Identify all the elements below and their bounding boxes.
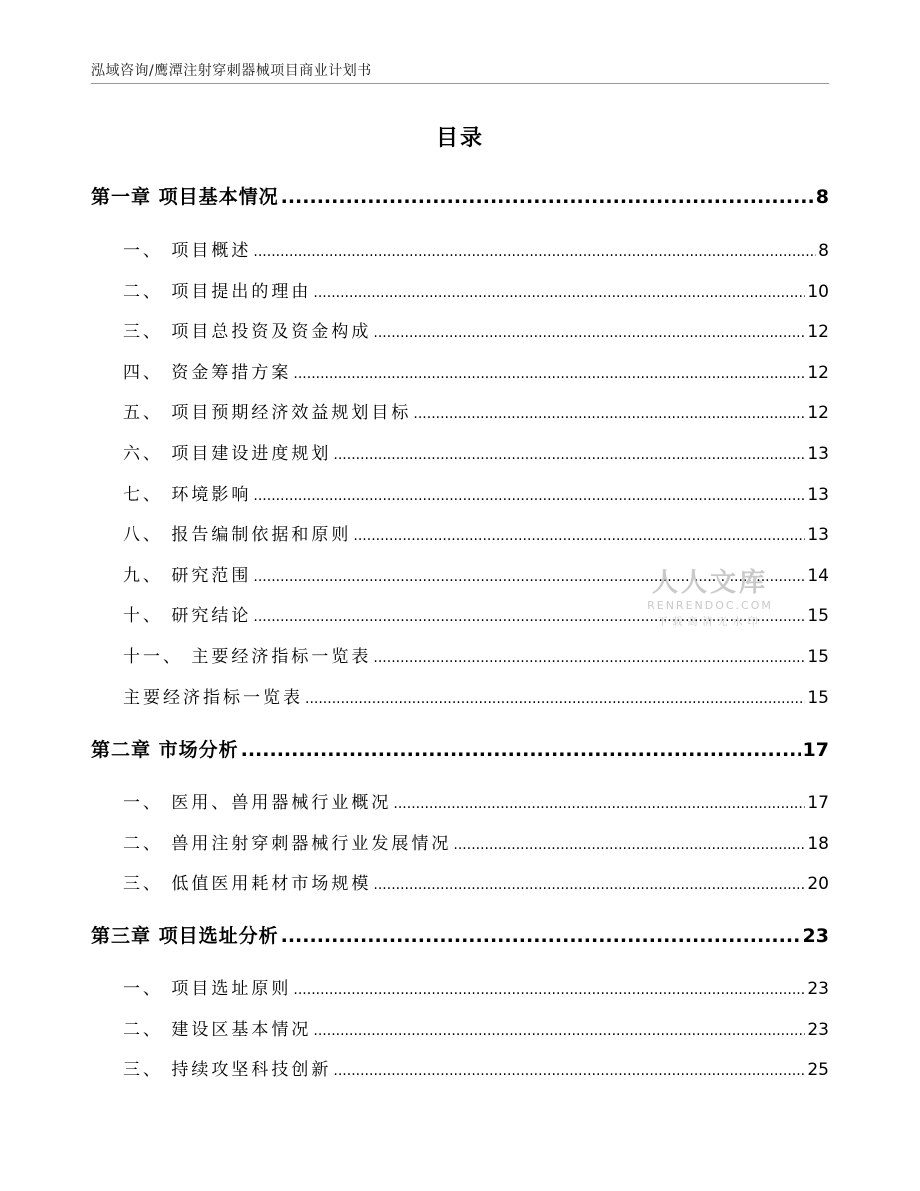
dot-leader [253, 244, 816, 260]
header-divider [91, 83, 829, 84]
toc-section-1-2[interactable] [123, 277, 829, 302]
toc-section-3-3[interactable] [123, 1055, 829, 1080]
toc-entry-label: 三、 持续攻坚科技创新 [123, 1060, 332, 1080]
toc-entry-label: 二、 兽用注射穿刺器械行业发展情况 [123, 834, 452, 854]
toc-entry-label: 一、 医用、兽用器械行业概况 [123, 793, 392, 813]
toc-page-number: 13 [807, 485, 829, 505]
toc-page-number: 12 [807, 403, 829, 423]
toc-chapter-2[interactable] [91, 735, 829, 762]
toc-entry-label: 四、 资金筹措方案 [123, 363, 292, 383]
toc-section-2-3[interactable] [123, 869, 829, 894]
dot-leader [293, 366, 805, 382]
toc-page-number: 12 [807, 322, 829, 342]
toc-page-number: 18 [807, 834, 829, 854]
dot-leader [353, 528, 805, 544]
dot-leader [333, 1063, 805, 1079]
toc-entry-label: 二、 建设区基本情况 [123, 1020, 312, 1040]
toc-section-1-1[interactable] [123, 236, 829, 261]
dot-leader [373, 877, 805, 893]
watermark-domain: RENRENDOC.COM [647, 599, 773, 612]
toc-section-3-1[interactable] [123, 974, 829, 999]
toc-entry-label: 第一章 项目基本情况 [91, 186, 279, 208]
toc-section-3-2[interactable] [123, 1015, 829, 1040]
toc-section-1-3[interactable] [123, 317, 829, 342]
toc-section-1-7[interactable] [123, 480, 829, 505]
dot-leader [281, 186, 814, 208]
dot-leader [373, 325, 805, 341]
dot-leader [313, 1023, 805, 1039]
toc-section-2-2[interactable] [123, 829, 829, 854]
toc-page-number: 23 [807, 1020, 829, 1040]
toc-section-1-8[interactable] [123, 520, 829, 545]
toc-entry-label: 十一、 主要经济指标一览表 [123, 647, 372, 667]
toc-page-number: 15 [807, 606, 829, 626]
toc-entry-label: 五、 项目预期经济效益规划目标 [123, 403, 412, 423]
toc-entry-label: 一、 项目概述 [123, 241, 252, 261]
dot-leader [241, 739, 801, 761]
toc-page-number: 20 [807, 874, 829, 894]
running-header: 泓域咨询/鹰潭注射穿刺器械项目商业计划书 [91, 63, 372, 79]
toc-chapter-3[interactable] [91, 921, 829, 948]
toc-page-number: 15 [807, 647, 829, 667]
toc-page-number: 12 [807, 363, 829, 383]
toc-entry-label: 九、 研究范围 [123, 566, 252, 586]
toc-title: 目录 [435, 126, 484, 151]
toc-page-number: 8 [815, 186, 829, 208]
dot-leader [293, 982, 805, 998]
toc-section-1-4[interactable] [123, 358, 829, 383]
dot-leader [333, 447, 805, 463]
toc-entry-label: 八、 报告编制依据和原则 [123, 525, 352, 545]
toc-entry-label: 二、 项目提出的理由 [123, 282, 312, 302]
toc-section-1-5[interactable] [123, 398, 829, 423]
toc-page-number: 25 [807, 1060, 829, 1080]
toc-entry-label: 十、 研究结论 [123, 606, 252, 626]
dot-leader [253, 569, 805, 585]
watermark-tagline: 下载高清无水印 [657, 617, 763, 628]
toc-section-1-table[interactable] [123, 683, 829, 708]
dot-leader [393, 796, 805, 812]
dot-leader [253, 609, 805, 625]
dot-leader [313, 285, 805, 301]
toc-page-number: 14 [807, 566, 829, 586]
dot-leader [413, 406, 805, 422]
dot-leader [373, 650, 805, 666]
toc-entry-label: 六、 项目建设进度规划 [123, 444, 332, 464]
toc-page-number: 10 [807, 282, 829, 302]
toc-chapter-1[interactable] [91, 182, 829, 209]
toc-entry-label: 第三章 项目选址分析 [91, 925, 279, 947]
toc-entry-label: 七、 环境影响 [123, 485, 252, 505]
watermark-logo: 人人文库 [651, 568, 768, 598]
toc-entry-label: 一、 项目选址原则 [123, 979, 292, 999]
toc-page-number: 23 [807, 979, 829, 999]
toc-section-1-9[interactable] [123, 561, 829, 586]
toc-section-1-10[interactable] [123, 601, 829, 626]
toc-page-number: 15 [807, 688, 829, 708]
toc-page-number: 13 [807, 444, 829, 464]
dot-leader [305, 691, 805, 707]
toc-entry-label: 三、 项目总投资及资金构成 [123, 322, 372, 342]
toc-entry-label: 第二章 市场分析 [91, 739, 239, 761]
toc-page-number: 17 [802, 739, 829, 761]
toc-page-number: 8 [818, 241, 829, 261]
toc-page-number: 13 [807, 525, 829, 545]
toc-page-number: 17 [807, 793, 829, 813]
dot-leader [281, 925, 801, 947]
dot-leader [253, 488, 805, 504]
toc-section-2-1[interactable] [123, 788, 829, 813]
toc-entry-label: 主要经济指标一览表 [123, 688, 303, 708]
toc-section-1-6[interactable] [123, 439, 829, 464]
toc-page-number: 23 [802, 925, 829, 947]
toc-entry-label: 三、 低值医用耗材市场规模 [123, 874, 372, 894]
dot-leader [453, 837, 805, 853]
toc-section-1-11[interactable] [123, 642, 829, 667]
